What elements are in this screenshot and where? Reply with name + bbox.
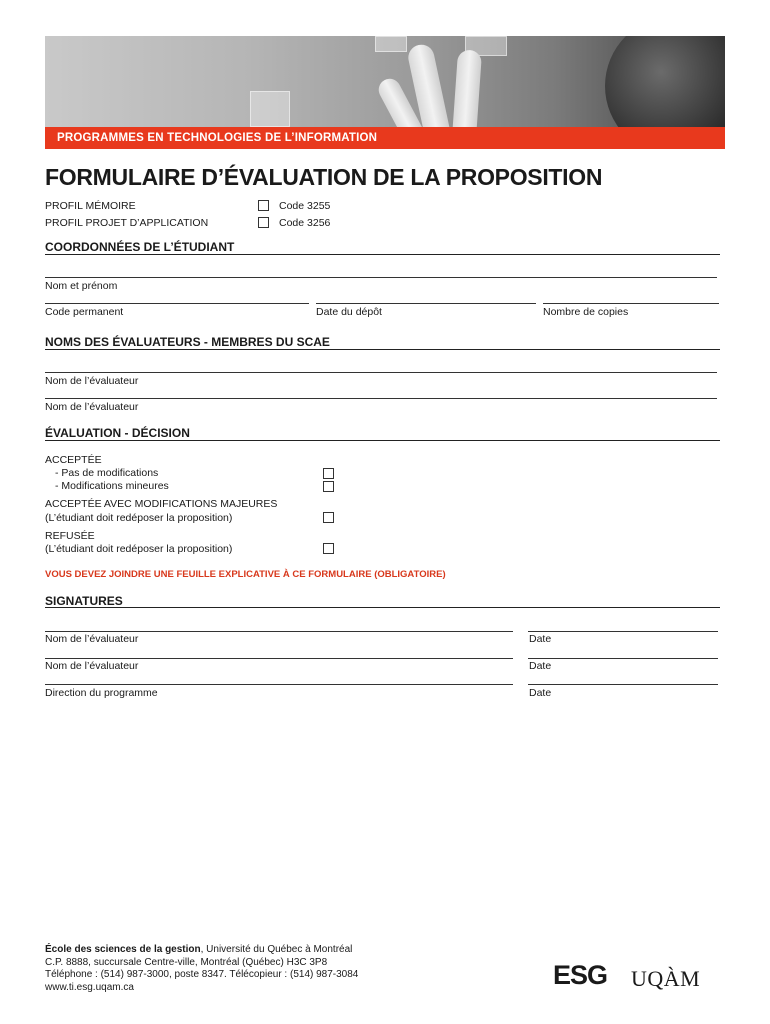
esg-logo: ESG — [553, 960, 608, 990]
no-modifications-checkbox[interactable] — [323, 468, 334, 479]
evaluator-1-label: Nom de l’évaluateur — [45, 375, 139, 387]
section-divider — [45, 349, 720, 350]
signature-1-date-line[interactable] — [528, 631, 718, 632]
copies-line[interactable] — [543, 303, 719, 304]
header-photo-banner — [45, 36, 725, 127]
signature-2-line[interactable] — [45, 658, 513, 659]
major-modifications-checkbox[interactable] — [323, 512, 334, 523]
refused-note: (L’étudiant doit redéposer la proposition) — [45, 543, 233, 555]
footer-school-name: École des sciences de la gestion — [45, 944, 201, 955]
profile-memoire-code: Code 3255 — [279, 200, 331, 212]
minor-modifications-label: - Modifications mineures — [55, 480, 169, 492]
minor-modifications-checkbox[interactable] — [323, 481, 334, 492]
refused-checkbox[interactable] — [323, 543, 334, 554]
profile-memoire-label: PROFIL MÉMOIRE — [45, 200, 136, 212]
section-divider — [45, 440, 720, 441]
face-photo-graphic — [605, 36, 725, 127]
signature-2-date-label: Date — [529, 660, 552, 672]
evaluator-2-label: Nom de l’évaluateur — [45, 401, 139, 413]
evaluator-2-line[interactable] — [45, 398, 717, 399]
signature-1-date-label: Date — [529, 633, 552, 645]
footer-address-block — [45, 944, 358, 994]
permanent-code-line[interactable] — [45, 303, 309, 304]
signature-1-label: Nom de l’évaluateur — [45, 633, 139, 645]
no-modifications-label: - Pas de modifications — [55, 467, 159, 479]
student-section-heading: COORDONNÉES DE L’ÉTUDIANT — [45, 240, 235, 254]
decorative-square — [250, 91, 290, 127]
refused-label: REFUSÉE — [45, 530, 95, 542]
uqam-logo: UQÀM — [631, 966, 701, 991]
major-modifications-note: (L’étudiant doit redéposer la proposition) — [45, 512, 233, 524]
decision-section-heading: ÉVALUATION - DÉCISION — [45, 426, 190, 440]
name-field-label: Nom et prénom — [45, 280, 118, 292]
name-line[interactable] — [45, 277, 717, 278]
decorative-square — [375, 36, 407, 52]
signature-2-label: Nom de l’évaluateur — [45, 660, 139, 672]
signature-3-date-line[interactable] — [528, 684, 718, 685]
signature-3-line[interactable] — [45, 684, 513, 685]
program-banner: PROGRAMMES EN TECHNOLOGIES DE L’INFORMATION — [45, 127, 725, 149]
evaluator-1-line[interactable] — [45, 372, 717, 373]
footer-website[interactable]: www.ti.esg.uqam.ca — [45, 981, 134, 993]
section-divider — [45, 607, 720, 608]
section-divider — [45, 254, 720, 255]
permanent-code-label: Code permanent — [45, 306, 124, 318]
accepted-label: ACCEPTÉE — [45, 454, 102, 466]
major-modifications-label: ACCEPTÉE AVEC MODIFICATIONS MAJEURES — [45, 498, 278, 510]
form-title: FORMULAIRE D’ÉVALUATION DE LA PROPOSITION — [45, 164, 603, 190]
copies-label: Nombre de copies — [543, 306, 629, 318]
signature-2-date-line[interactable] — [528, 658, 718, 659]
profile-projet-code: Code 3256 — [279, 217, 331, 229]
signature-1-line[interactable] — [45, 631, 513, 632]
hand-finger-graphic — [452, 49, 482, 127]
footer-phone: Téléphone : (514) 987-3000, poste 8347. Télécopieur : (514) 987-3084 — [45, 969, 359, 980]
deposit-date-line[interactable] — [316, 303, 536, 304]
evaluators-section-heading: NOMS DES ÉVALUATEURS - MEMBRES DU SCAE — [45, 335, 330, 349]
footer-university: , Université du Québec à Montréal — [200, 944, 353, 955]
signatures-section-heading: SIGNATURES — [45, 594, 123, 608]
deposit-date-label: Date du dépôt — [316, 306, 382, 318]
signature-3-label: Direction du programme — [45, 687, 158, 699]
mandatory-attachment-warning: VOUS DEVEZ JOINDRE UNE FEUILLE EXPLICATIVE À CE FORMULAIRE (OBLIGATOIRE) — [45, 569, 446, 580]
signature-3-date-label: Date — [529, 687, 552, 699]
footer-address: C.P. 8888, succursale Centre-ville, Montréal (Québec) H3C 3P8 — [45, 956, 328, 968]
profile-projet-label: PROFIL PROJET D’APPLICATION — [45, 217, 209, 229]
profile-memoire-checkbox[interactable] — [258, 200, 269, 211]
profile-projet-checkbox[interactable] — [258, 217, 269, 228]
